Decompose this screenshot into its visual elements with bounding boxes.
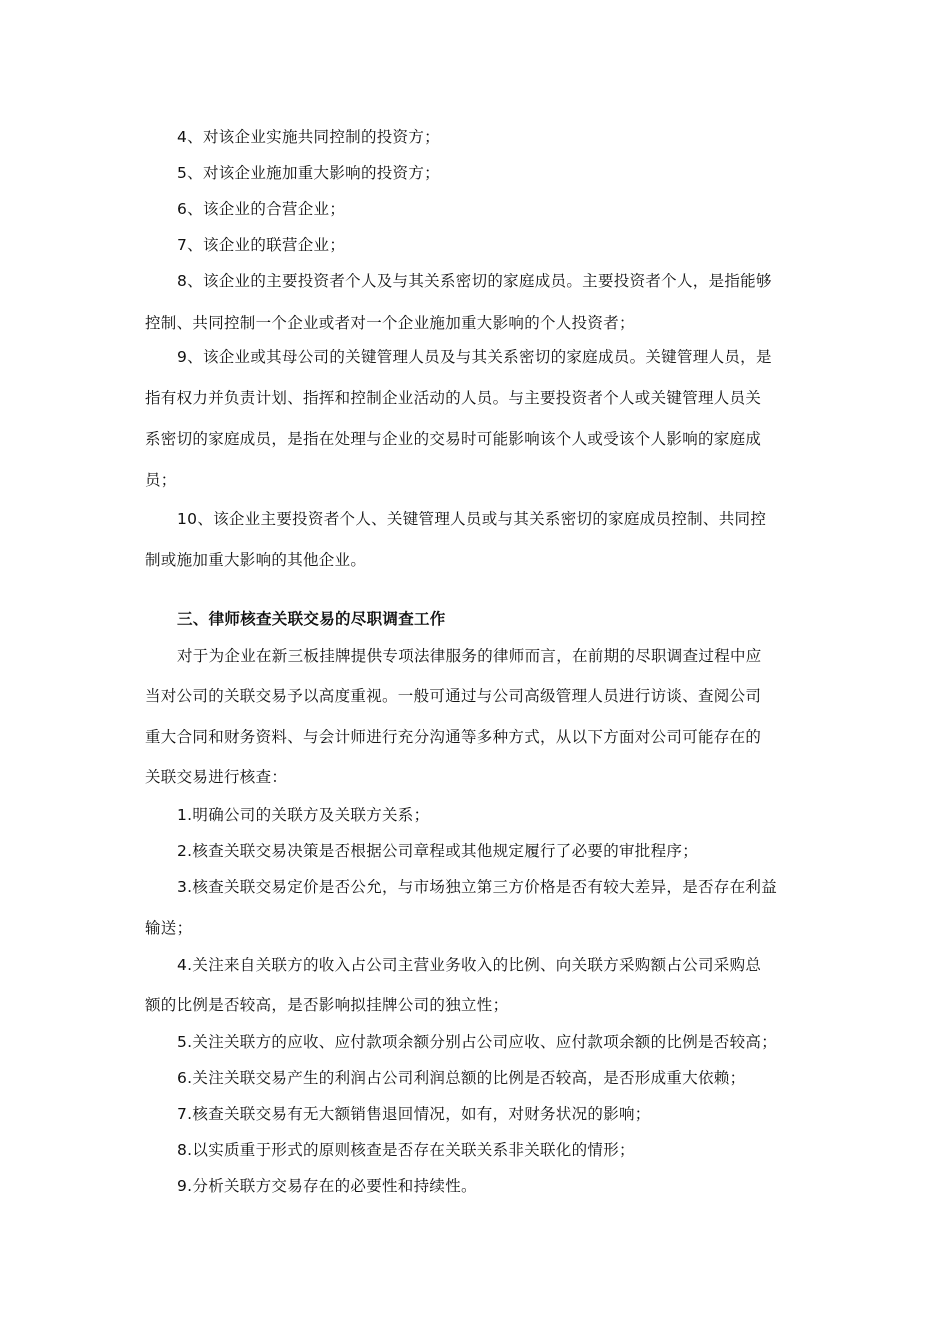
list-item: 9、该企业或其母公司的关键管理人员及与其关系密切的家庭成员。关键管理人员，是 [177, 348, 772, 366]
list-item-continuation: 员； [145, 471, 177, 489]
paragraph-line: 关联交易进行核查： [145, 768, 288, 786]
list-item: 9.分析关联方交易存在的必要性和持续性。 [177, 1177, 477, 1195]
list-item: 6.关注关联交易产生的利润占公司利润总额的比例是否较高，是否形成重大依赖； [177, 1069, 746, 1087]
list-item: 7.核查关联交易有无大额销售退回情况，如有，对财务状况的影响； [177, 1105, 651, 1123]
list-item: 2.核查关联交易决策是否根据公司章程或其他规定履行了必要的审批程序； [177, 842, 698, 860]
list-item: 10、该企业主要投资者个人、关键管理人员或与其关系密切的家庭成员控制、共同控 [177, 510, 767, 528]
paragraph-line: 当对公司的关联交易予以高度重视。一般可通过与公司高级管理人员进行访谈、查阅公司 [145, 687, 762, 705]
list-item: 6、该企业的合营企业； [177, 200, 346, 218]
list-item: 8、该企业的主要投资者个人及与其关系密切的家庭成员。主要投资者个人，是指能够 [177, 272, 772, 290]
list-item: 3.核查关联交易定价是否公允，与市场独立第三方价格是否有较大差异，是否存在利益 [177, 878, 777, 896]
list-item: 5.关注关联方的应收、应付款项余额分别占公司应收、应付款项余额的比例是否较高； [177, 1033, 777, 1051]
section-heading: 三、律师核查关联交易的尽职调查工作 [177, 610, 446, 628]
list-item: 8.以实质重于形式的原则核查是否存在关联关系非关联化的情形； [177, 1141, 635, 1159]
list-item-continuation: 额的比例是否较高，是否影响拟挂牌公司的独立性； [145, 996, 509, 1014]
list-item: 7、该企业的联营企业； [177, 236, 346, 254]
list-item: 4、对该企业实施共同控制的投资方； [177, 128, 440, 146]
list-item: 5、对该企业施加重大影响的投资方； [177, 164, 440, 182]
paragraph-line: 对于为企业在新三板挂牌提供专项法律服务的律师而言，在前期的尽职调查过程中应 [177, 647, 762, 665]
list-item-continuation: 制或施加重大影响的其他企业。 [145, 551, 367, 569]
paragraph-line: 重大合同和财务资料、与会计师进行充分沟通等多种方式，从以下方面对公司可能存在的 [145, 728, 762, 746]
list-item-continuation: 系密切的家庭成员，是指在处理与企业的交易时可能影响该个人或受该个人影响的家庭成 [145, 430, 762, 448]
list-item: 4.关注来自关联方的收入占公司主营业务收入的比例、向关联方采购额占公司采购总 [177, 956, 762, 974]
list-item: 1.明确公司的关联方及关联方关系； [177, 806, 430, 824]
list-item-continuation: 输送； [145, 919, 193, 937]
list-item-continuation: 指有权力并负责计划、指挥和控制企业活动的人员。与主要投资者个人或关键管理人员关 [145, 389, 762, 407]
list-item-continuation: 控制、共同控制一个企业或者对一个企业施加重大影响的个人投资者； [145, 314, 635, 332]
